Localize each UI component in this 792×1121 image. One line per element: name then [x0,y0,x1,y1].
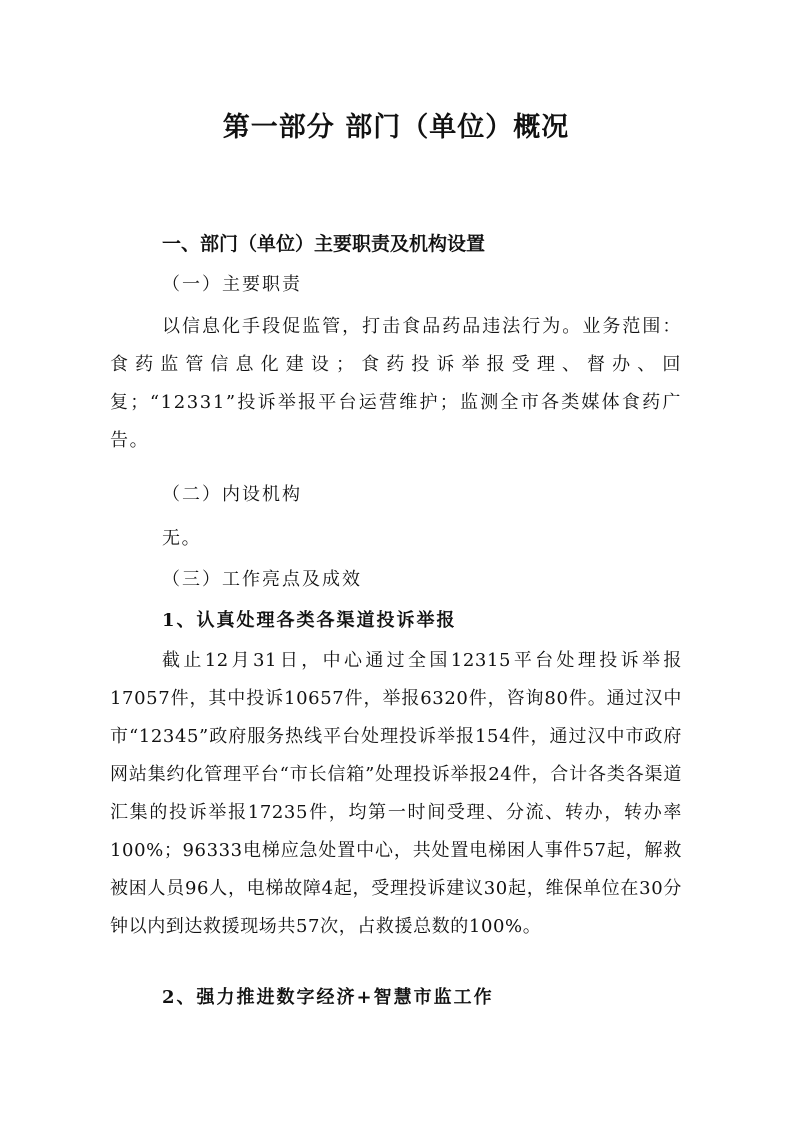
section-heading-duties-and-structure: 一、部门（单位）主要职责及机构设置 [162,233,486,255]
point-heading-digital-economy: 2、强力推进数字经济+智慧市监工作 [162,987,494,1008]
subsection-heading-highlights: （三）工作亮点及成效 [162,569,362,590]
point-heading-complaints: 1、认真处理各类各渠道投诉举报 [162,610,457,631]
subsection-heading-internal-structure: （二）内设机构 [162,484,302,505]
subsection-heading-main-duties: （一）主要职责 [162,274,302,295]
paragraph-main-duties: 以信息化手段促监管，打击食品药品违法行为。业务范围：食药监管信息化建设；食药投诉举报受理、督办、回复；“12331”投诉举报平台运营维护；监测全市各类媒体食药广告。 [110,316,682,451]
paragraph-internal-structure: 无。 [162,528,202,549]
page-title: 第一部分 部门（单位）概况 [222,112,570,143]
paragraph-complaints: 截止12月31日，中心通过全国12315平台处理投诉举报17057件，其中投诉10657件，举报6320件，咨询80件。通过汉中市“12345”政府服务热线平台处理投诉举报154件，通过汉中市政府网站集约化管理平台“市长信箱”处理投诉举报24件，合计各类各渠道汇集的投诉举报17235件，均第一时间受理、分流、转办，转办率100%；96333电梯应急处置中心，共处置电梯困人事件57起，解救被困人员96人，电梯故障4起，受理投诉建议30起，维保单位在30分钟以内到达救援现场共57次，占救援总数的100%。 [110,650,682,937]
